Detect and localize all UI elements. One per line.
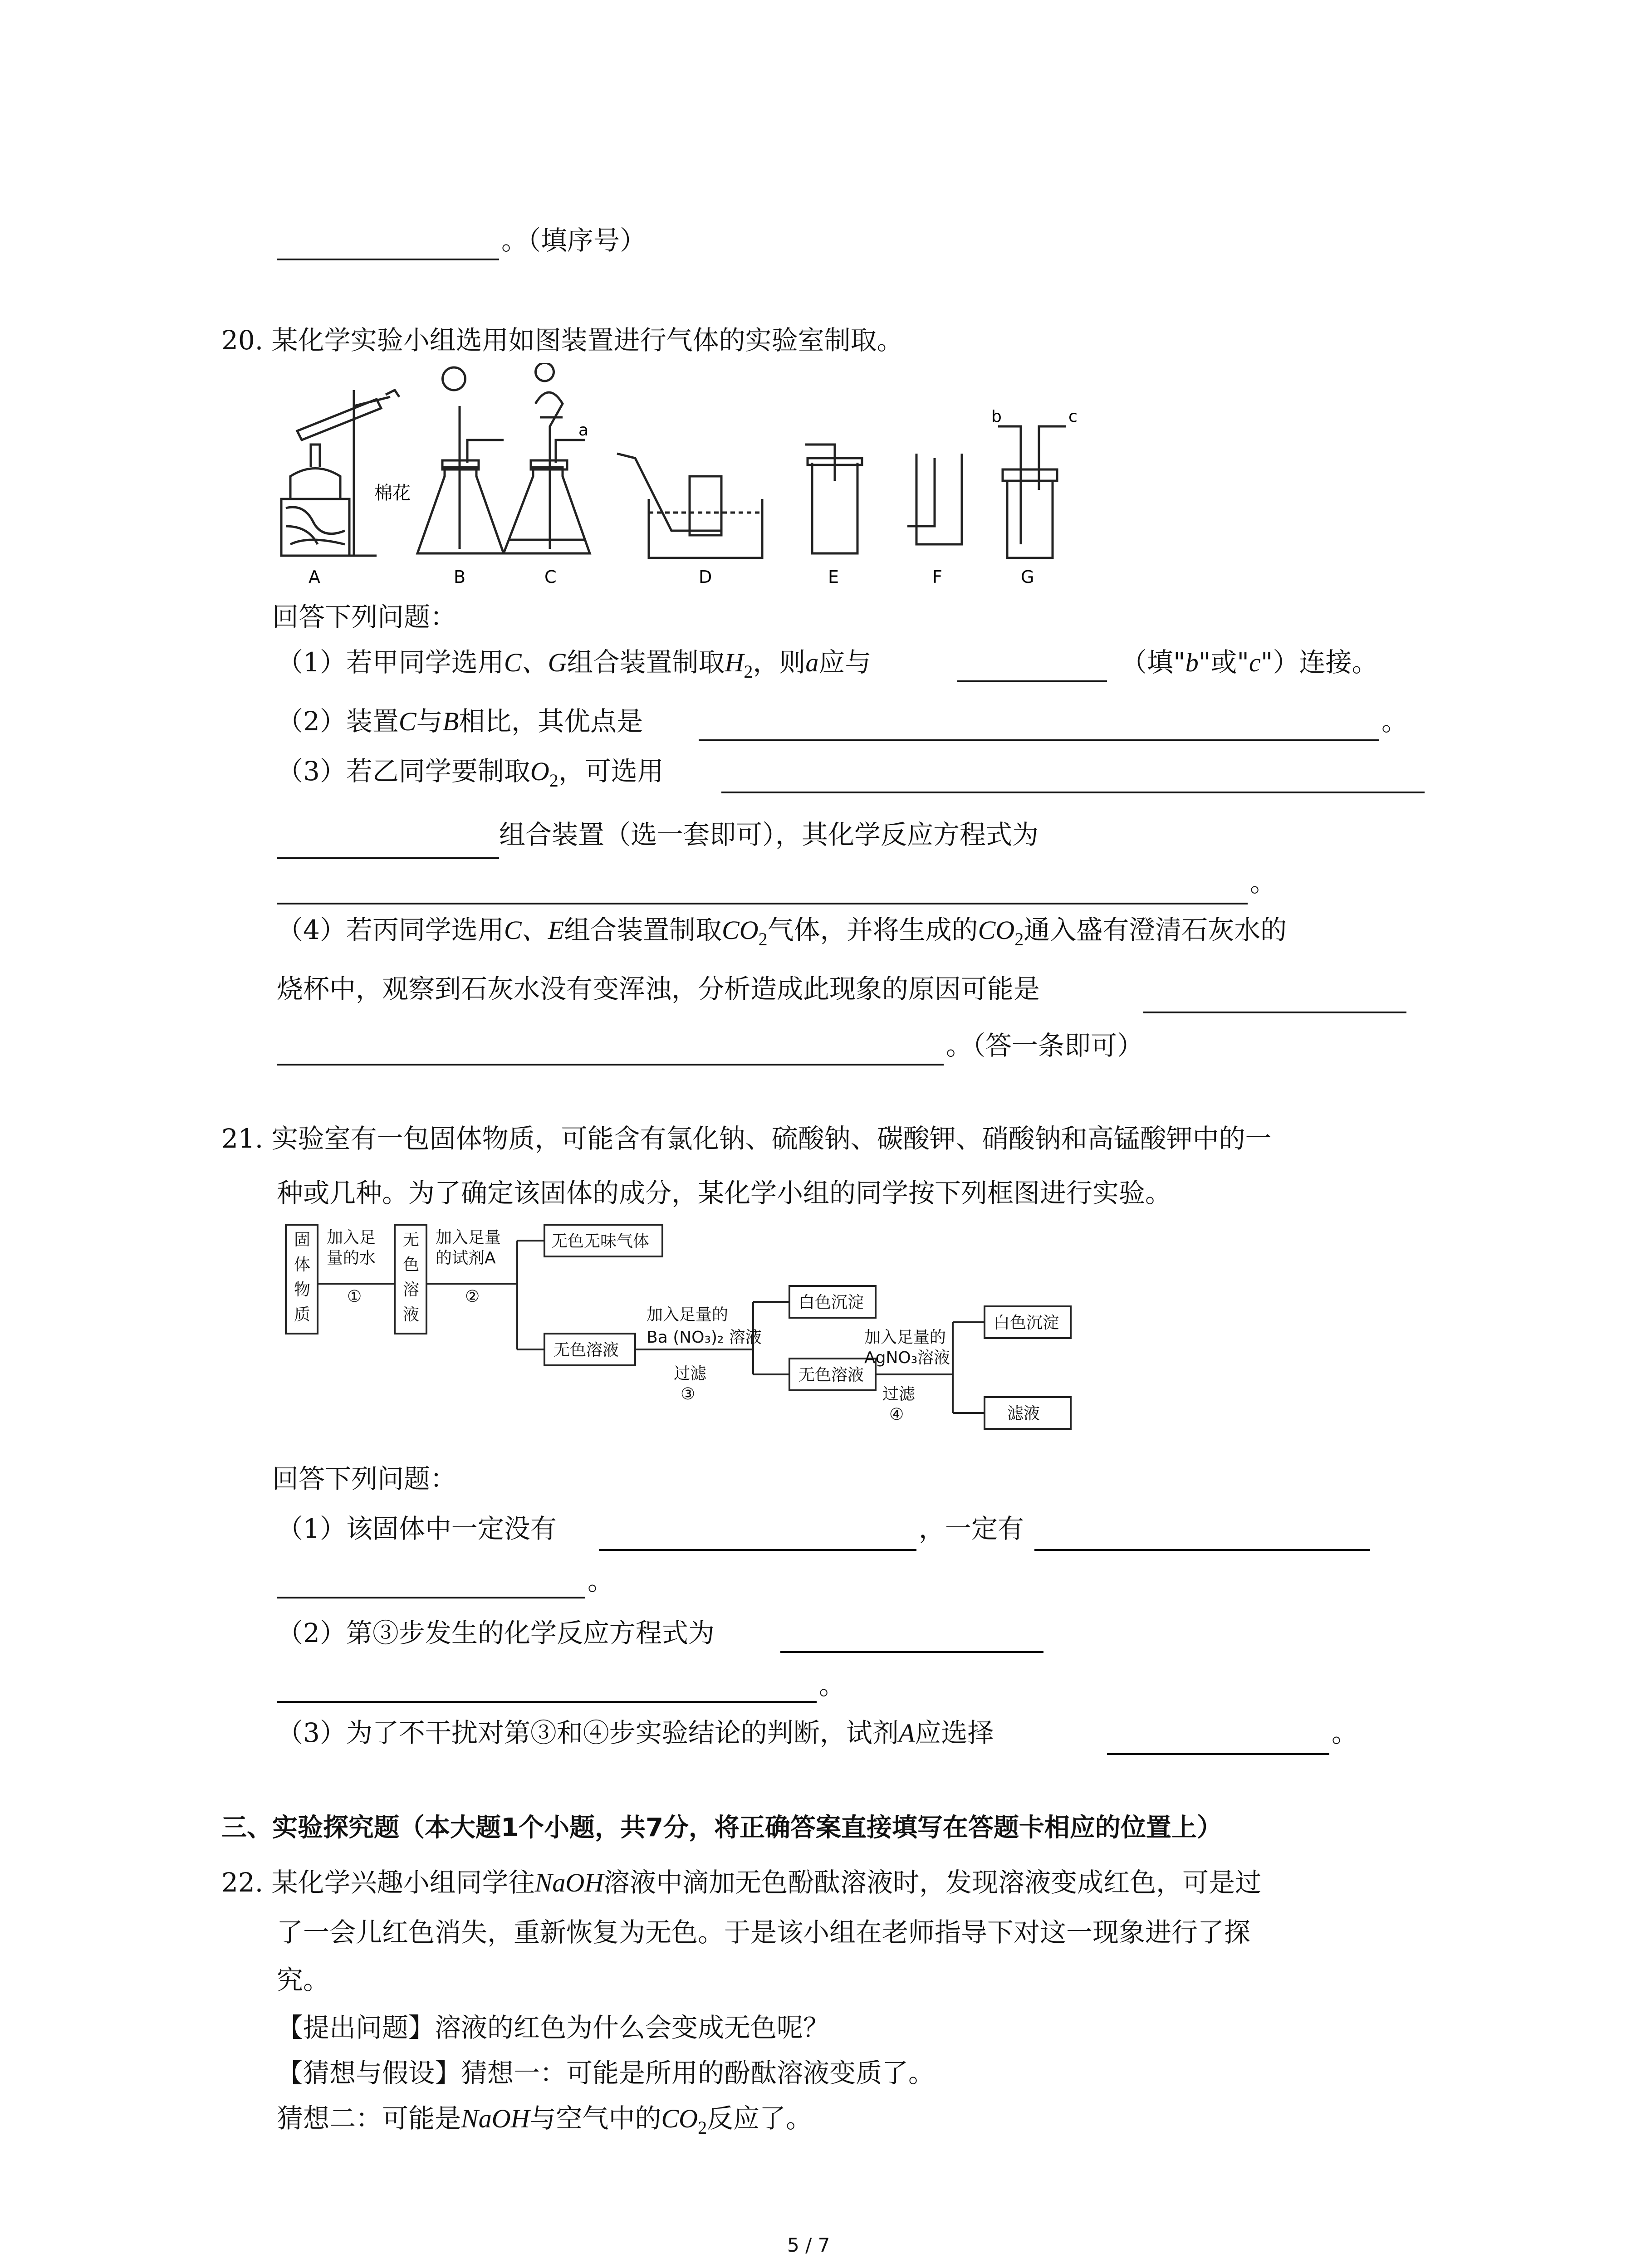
- svg-text:②: ②: [465, 1287, 480, 1306]
- q20-part1-end: （填"b"或"c"）连接。: [1121, 647, 1378, 678]
- q20-part2: （2）装置C与B相比，其优点是: [277, 706, 643, 737]
- svg-text:E: E: [828, 567, 839, 587]
- q22-line-1: 22. 某化学兴趣小组同学往NaOH溶液中滴加无色酚酞溶液时，发现溶液变成红色，可是过: [221, 1867, 1262, 1898]
- svg-text:棉花: 棉花: [374, 483, 411, 503]
- page-number: 5 / 7: [787, 2234, 830, 2256]
- svg-text:滤液: 滤液: [1007, 1404, 1040, 1423]
- svg-text:F: F: [932, 567, 942, 587]
- q21-stem-1: 21. 实验室有一包固体物质，可能含有氯化钠、硫酸钠、碳酸钾、硝酸钠和高锰酸钾中的一: [221, 1123, 1272, 1154]
- q21-stem-2: 种或几种。为了确定该固体的成分，某化学小组的同学按下列框图进行实验。: [277, 1178, 1172, 1208]
- answer-blank[interactable]: [277, 259, 499, 260]
- q21-part2: （2）第③步发生的化学反应方程式为: [277, 1618, 715, 1648]
- q19-tail: 。（填序号）: [501, 225, 647, 256]
- answer-blank[interactable]: [721, 792, 1425, 793]
- svg-text:①: ①: [347, 1287, 362, 1306]
- svg-text:c: c: [1068, 407, 1078, 426]
- q21-part1-end: 。: [588, 1565, 614, 1596]
- svg-text:量的水: 量的水: [327, 1249, 376, 1267]
- q22-line-3: 究。: [277, 1965, 330, 1995]
- svg-text:③: ③: [681, 1385, 696, 1403]
- answer-blank[interactable]: [277, 903, 1248, 904]
- svg-text:a: a: [578, 421, 589, 440]
- answer-blank[interactable]: [1034, 1549, 1370, 1551]
- svg-text:加入足: 加入足: [327, 1228, 376, 1247]
- svg-text:无: 无: [403, 1231, 420, 1249]
- svg-text:白色沉淀: 白色沉淀: [798, 1293, 864, 1312]
- section-heading: 三、实验探究题（本大题1个小题，共7分，将正确答案直接填写在答题卡相应的位置上）: [221, 1813, 1222, 1843]
- q21-part1: （1）该固体中一定没有: [277, 1513, 557, 1544]
- answer-blank[interactable]: [277, 857, 499, 859]
- q20-part3: （3）若乙同学要制取$O_2$，可选用: [277, 756, 664, 791]
- q20-part4-line2: 烧杯中，观察到石灰水没有变浑浊，分析造成此现象的原因可能是: [277, 973, 1040, 1004]
- q22-hypothesis-2: 猜想二：可能是NaOH与空气中的$CO_2$反应了。: [277, 2103, 813, 2138]
- svg-text:固: 固: [294, 1231, 311, 1249]
- svg-text:C: C: [544, 567, 557, 587]
- answer-blank[interactable]: [277, 1701, 817, 1703]
- svg-text:G: G: [1021, 567, 1034, 587]
- q22-line-2: 了一会儿红色消失，重新恢复为无色。于是该小组在老师指导下对这一现象进行了探: [277, 1917, 1251, 1948]
- svg-text:白色沉淀: 白色沉淀: [994, 1314, 1059, 1332]
- flowchart: [272, 1216, 1116, 1470]
- svg-text:加入足量: 加入足量: [436, 1228, 501, 1247]
- svg-text:b: b: [991, 407, 1002, 426]
- svg-text:体: 体: [294, 1256, 311, 1274]
- q22-hypothesis-1: 【猜想与假设】猜想一：可能是所用的酚酞溶液变质了。: [277, 2058, 935, 2088]
- q21-part2-end: 。: [819, 1670, 846, 1701]
- svg-text:无色溶液: 无色溶液: [554, 1341, 619, 1359]
- answer-blank[interactable]: [780, 1651, 1043, 1653]
- answer-blank[interactable]: [957, 680, 1107, 682]
- svg-text:无色无味气体: 无色无味气体: [551, 1232, 650, 1251]
- svg-text:过滤: 过滤: [882, 1385, 916, 1403]
- q20-part4-end: 。（答一条即可）: [946, 1030, 1144, 1061]
- svg-text:加入足量的: 加入足量的: [864, 1328, 946, 1347]
- answer-blank[interactable]: [1143, 1012, 1406, 1013]
- svg-text:质: 质: [294, 1305, 311, 1324]
- q21-part1-b: ，一定有: [919, 1513, 1024, 1544]
- svg-text:无色溶液: 无色溶液: [798, 1366, 864, 1384]
- answer-blank[interactable]: [277, 1064, 944, 1066]
- svg-text:的试剂A: 的试剂A: [436, 1249, 496, 1267]
- q21-part3-end: 。: [1332, 1717, 1358, 1748]
- answer-blank[interactable]: [599, 1549, 916, 1551]
- svg-text:AgNO₃溶液: AgNO₃溶液: [864, 1349, 950, 1367]
- q20-stem: 20. 某化学实验小组选用如图装置进行气体的实验室制取。: [221, 325, 903, 356]
- svg-text:Ba (NO₃)₂ 溶液: Ba (NO₃)₂ 溶液: [647, 1328, 762, 1347]
- q20-part2-end: 。: [1381, 706, 1408, 737]
- svg-text:加入足量的: 加入足量的: [647, 1305, 729, 1324]
- svg-text:④: ④: [889, 1405, 904, 1424]
- svg-text:过滤: 过滤: [674, 1364, 707, 1383]
- q20-part1: （1）若甲同学选用C、G组合装置制取$H_2$，则a应与: [277, 647, 872, 682]
- answer-blank[interactable]: [1107, 1753, 1329, 1755]
- answer-blank[interactable]: [277, 1597, 585, 1598]
- svg-text:B: B: [454, 567, 466, 587]
- q20-part3-end: 。: [1250, 867, 1277, 898]
- q20-answer-intro: 回答下列问题：: [272, 601, 457, 632]
- apparatus-figure: [272, 363, 1089, 599]
- svg-text:溶: 溶: [403, 1281, 420, 1299]
- q20-part4: （4）若丙同学选用C、E组合装置制取$CO_2$气体，并将生成的$CO_2$通入盛有澄清石灰水的: [277, 914, 1287, 949]
- svg-text:A: A: [309, 567, 320, 587]
- svg-text:液: 液: [403, 1305, 420, 1324]
- q21-part3: （3）为了不干扰对第③和④步实验结论的判断，试剂A应选择: [277, 1717, 994, 1748]
- q20-part3-b: 组合装置（选一套即可），其化学反应方程式为: [499, 819, 1039, 850]
- q21-answer-intro: 回答下列问题：: [272, 1463, 457, 1494]
- svg-text:色: 色: [403, 1256, 420, 1274]
- svg-text:物: 物: [294, 1281, 311, 1299]
- answer-blank[interactable]: [699, 739, 1379, 741]
- svg-text:D: D: [699, 567, 712, 587]
- q22-question: 【提出问题】溶液的红色为什么会变成无色呢？: [277, 2012, 830, 2043]
